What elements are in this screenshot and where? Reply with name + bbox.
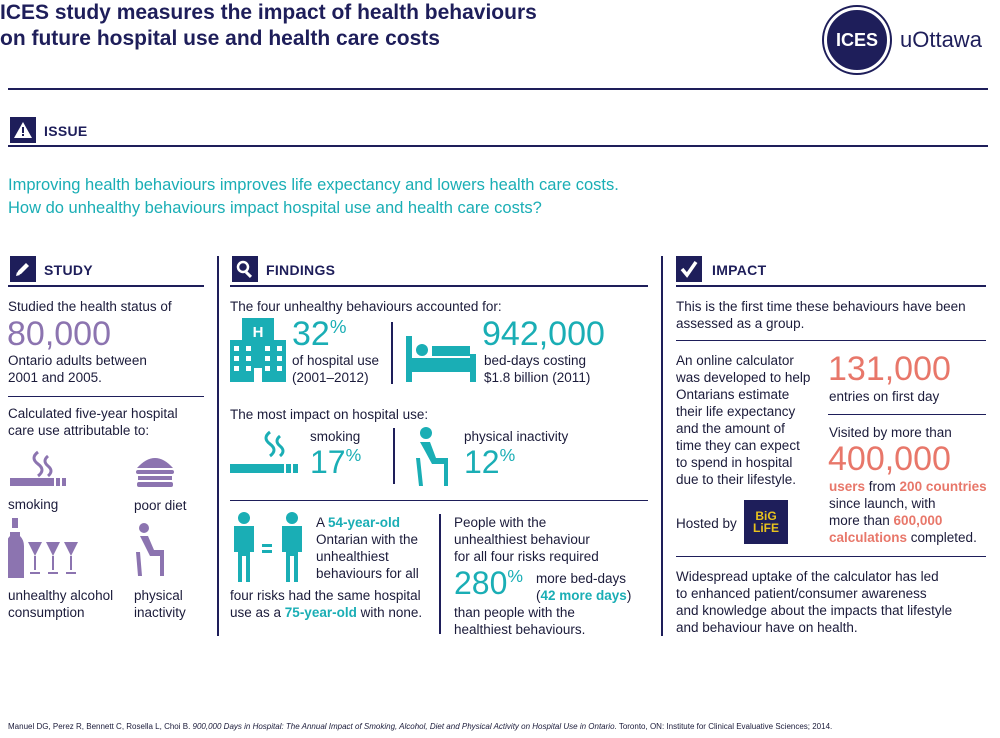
findings-impact-intro: The most impact on hospital use: (230, 407, 429, 422)
people-more: more bed-days (42 more days) (536, 571, 632, 603)
findings-subdivider (230, 500, 648, 501)
issue-question: Improving health behaviours improves life expectancy and lowers health care costs. How do unhealthy behaviours impact hospital use and health care costs? (8, 176, 619, 217)
impact-inactivity-label: physical inactivity (464, 429, 569, 444)
ices-logo: ICES (824, 7, 890, 73)
age-text-2: Ontarian with the (316, 532, 419, 547)
entries-label: entries on first day (829, 389, 940, 404)
age-text-3: unhealthiest (316, 549, 389, 564)
stat-hospital-use-value: 32% (292, 315, 347, 353)
alcohol-icon (8, 518, 86, 585)
checkmark-icon (676, 256, 702, 282)
bed-icon (406, 336, 476, 387)
column-divider-right (661, 256, 663, 636)
uottawa-logo: uOttawa (900, 27, 982, 52)
entries-value: 131,000 (828, 350, 951, 388)
smoking-icon (8, 448, 68, 495)
people-text-2: than people with the healthiest behaviours. (454, 605, 586, 637)
stat-bed-days-label: bed-days costing $1.8 billion (2011) (484, 353, 591, 385)
uptake-text: Widespread uptake of the calculator has led to enhanced patient/consumer awareness and knowledge about the impacts that lifestyle and behaviour have on health. (676, 569, 953, 635)
study-subdivider (8, 396, 204, 397)
more-than-text: more than 600,000 (829, 513, 943, 528)
findings-intro: The four unhealthy behaviours accounted for: (230, 299, 502, 314)
visited-label: Visited by more than (829, 425, 952, 440)
study-intro: Studied the health status of (8, 299, 172, 314)
study-heading: STUDY (44, 262, 93, 278)
findings-divider (230, 285, 648, 287)
warning-icon (10, 117, 36, 143)
smoking-teal-icon (230, 428, 300, 483)
calculations-text: calculations completed. (829, 530, 977, 545)
study-desc: Ontario adults between 2001 and 2005. (8, 353, 147, 385)
sitting-person-teal-icon (414, 426, 454, 493)
study-item-alcohol: unhealthy alcohol consumption (8, 588, 114, 620)
hospital-icon (230, 318, 286, 387)
impact-intro: This is the first time these behaviours have been assessed as a group. (676, 299, 966, 331)
impact-inactivity-value: 12% (464, 444, 516, 480)
age-text-5: four risks had the same hospital (230, 588, 421, 603)
findings-stat-divider (391, 322, 393, 384)
study-number: 80,000 (7, 315, 111, 353)
since-text: since launch, with (829, 496, 936, 511)
magnifier-icon (232, 256, 258, 282)
findings-heading: FINDINGS (266, 262, 336, 278)
visited-value: 400,000 (828, 440, 951, 478)
two-people-equal-icon (230, 512, 310, 589)
page-title: ICES study measures the impact of health behaviours on future hospital use and health care costs (0, 1, 537, 50)
impact-smoking-value: 17% (310, 444, 362, 480)
citation: Manuel DG, Perez R, Bennett C, Rosella L, Choi B. 900,000 Days in Hospital: The Annual Impact of Smoking, Alcohol, Diet and Physical Activity on Hospital Use in Ontario. Toronto, ON: Institute for Clinical Evaluative Sciences; 2014. (8, 722, 833, 731)
findings-impact-divider (393, 428, 395, 484)
impact-divider (676, 285, 986, 287)
impact-subdivider-1 (676, 340, 986, 341)
big-life-logo: BiG LiFE (744, 500, 788, 544)
people-value: 280% (454, 565, 524, 601)
age-text-6: use as a 75-year-old with none. (230, 605, 423, 620)
column-divider-left (217, 256, 219, 636)
users-text: users from 200 countries (829, 479, 987, 494)
study-item-smoking: smoking (8, 497, 59, 512)
stat-hospital-use-label: of hospital use (2001–2012) (292, 353, 380, 385)
hosted-by-label: Hosted by (676, 516, 737, 531)
study-calc-text: Calculated five-year hospital care use attributable to: (8, 406, 178, 438)
calculator-description: An online calculator was developed to help Ontarians estimate their life expectancy and the amount of time they can expect to spend in hospital due to their lifestyle. (676, 353, 811, 487)
impact-heading: IMPACT (712, 262, 767, 278)
stat-bed-days-value: 942,000 (482, 315, 605, 353)
findings-bottom-divider (439, 514, 441, 634)
impact-subdivider-3 (676, 556, 986, 557)
age-text-4: behaviours for all (316, 566, 419, 581)
impact-smoking-label: smoking (310, 429, 361, 444)
study-divider (8, 285, 204, 287)
study-item-poor-diet: poor diet (134, 498, 187, 513)
pencil-icon (10, 256, 36, 282)
burger-icon (134, 454, 176, 493)
study-item-inactivity: physical inactivity (134, 588, 186, 620)
people-text: People with the unhealthiest behaviour for all four risks required (454, 515, 599, 564)
issue-divider (8, 145, 988, 147)
impact-subdivider-2 (828, 414, 986, 415)
svg-text:H: H (252, 324, 264, 341)
header-divider (8, 88, 988, 90)
sitting-person-icon (134, 522, 170, 585)
age-text-1: A 54-year-old (316, 515, 401, 530)
issue-heading: ISSUE (44, 123, 88, 139)
